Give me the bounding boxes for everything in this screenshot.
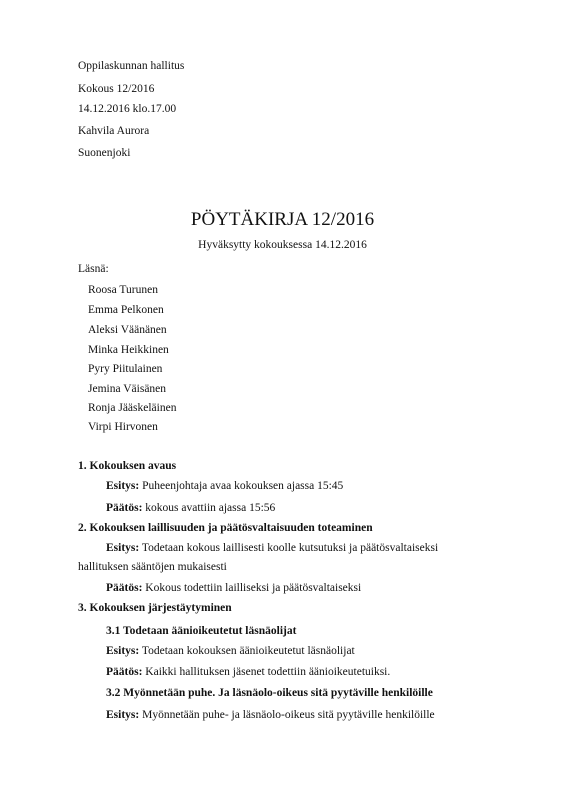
section-heading: 2. Kokouksen laillisuuden ja päätösvaltaisuuden toteaminen: [78, 522, 373, 534]
decision-text: Kokous todettiin lailliseksi ja päätösvaltaiseksi: [145, 582, 362, 594]
subsection-heading: 3.1 Todetaan äänioikeutetut läsnäolijat: [106, 625, 297, 637]
meeting-number: Kokous 12/2016: [78, 83, 155, 95]
decision-text: Kaikki hallituksen jäsenet todettiin äänioikeutetuiksi.: [145, 666, 391, 678]
decision-label: Päätös:: [106, 666, 143, 678]
proposal-line: [106, 479, 343, 493]
attendee-name: Emma Pelkonen: [88, 304, 164, 316]
proposal-label: Esitys:: [106, 542, 140, 554]
attendee-name: Ronja Jääskeläinen: [88, 402, 177, 414]
meeting-city: Suonenjoki: [78, 147, 131, 159]
decision-line: [106, 665, 390, 679]
proposal-line: [106, 708, 435, 722]
proposal-label: Esitys:: [106, 480, 140, 492]
section-heading: 3. Kokouksen järjestäytyminen: [78, 602, 232, 614]
meeting-place: Kahvila Aurora: [78, 125, 150, 137]
proposal-label: Esitys:: [106, 709, 140, 721]
meeting-datetime: 14.12.2016 klo.17.00: [78, 103, 177, 115]
attendee-name: Roosa Turunen: [88, 284, 158, 296]
attendee-name: Jemina Väisänen: [88, 383, 167, 395]
decision-text: kokous avattiin ajassa 15:56: [145, 502, 276, 514]
attendee-name: Virpi Hirvonen: [88, 421, 158, 433]
proposal-text: Todetaan kokous laillisesti koolle kutsutuksi ja päätösvaltaiseksi hallituksen sääntöjen mukaisesti: [78, 542, 439, 573]
proposal-text: Myönnetään puhe- ja läsnäolo-oikeus sitä pyytäville henkilöille: [142, 709, 435, 721]
proposal-text: Todetaan kokouksen äänioikeutetut läsnäolijat: [141, 645, 355, 657]
decision-label: Päätös:: [106, 502, 143, 514]
decision-label: Päätös:: [106, 582, 143, 594]
attendee-name: Pyry Piitulainen: [88, 363, 163, 375]
attendees-label: Läsnä:: [78, 263, 109, 275]
approval-note: Hyväksytty kokouksessa 14.12.2016: [198, 239, 367, 251]
proposal-text: Puheenjohtaja avaa kokouksen ajassa 15:45: [142, 480, 344, 492]
decision-line: [106, 581, 361, 595]
proposal-label: Esitys:: [106, 645, 140, 657]
section-heading: 1. Kokouksen avaus: [78, 460, 177, 472]
attendee-name: Minka Heikkinen: [88, 344, 169, 356]
proposal-line: [106, 644, 355, 658]
proposal-paragraph: [78, 539, 473, 577]
attendee-name: Aleksi Väänänen: [88, 324, 167, 336]
decision-line: [106, 501, 275, 515]
subsection-heading: 3.2 Myönnetään puhe. Ja läsnäolo-oikeus sitä pyytäville henkilöille: [106, 687, 433, 699]
organization-name: Oppilaskunnan hallitus: [78, 60, 185, 72]
document-title: PÖYTÄKIRJA 12/2016: [190, 209, 375, 230]
